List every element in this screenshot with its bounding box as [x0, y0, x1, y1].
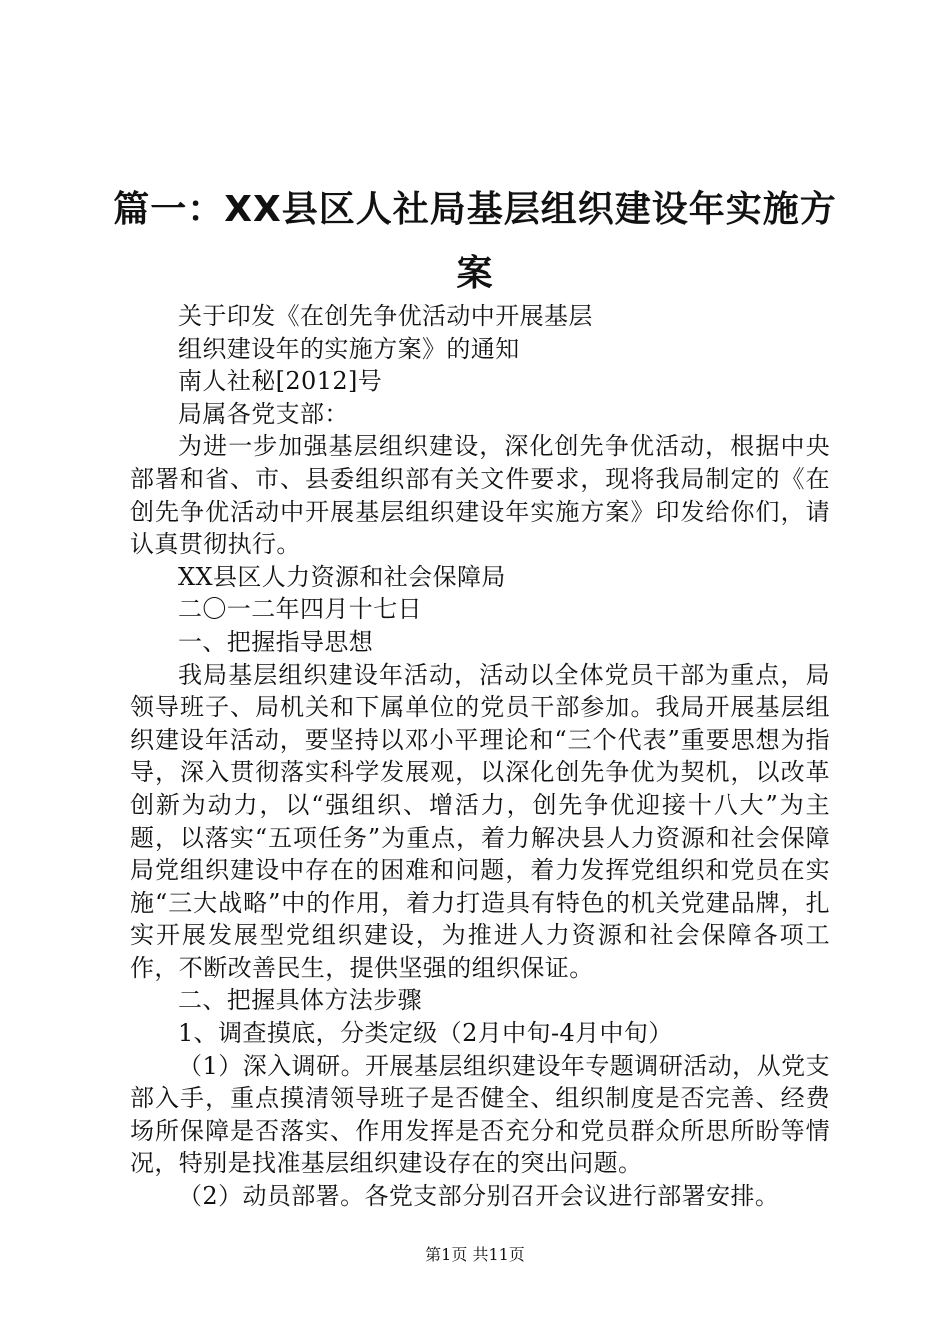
- section-heading-1: 一、把握指导思想: [178, 627, 374, 656]
- document-body: [130, 300, 830, 1213]
- section-1-body: 我局基层组织建设年活动，活动以全体党员干部为重点，局领导班子、局机关和下属单位的党员干部参加。我局开展基层组织建设年活动，要坚持以邓小平理论和“三个代表”重要思想为指导，深入贯彻落实科学发展观，以深化创先争优为契机，以改革创新为动力，以“强组织、增活力，创先争优迎接十八大”为主题，以落实“五项任务”为重点，着力解决县人力资源和社会保障局党组织建设中存在的困难和问题，着力发挥党组织和党员在实施“三大战略”中的作用，着力打造具有特色的机关党建品牌，扎实开展发展型党组织建设，为推进人力资源和社会保障各项工作，不断改善民生，提供坚强的组织保证。: [130, 660, 830, 982]
- item-1-research: （1）深入调研。开展基层组织建设年专题调研活动，从党支部入手，重点摸清领导班子是否健全、组织制度是否完善、经费场所保障是否落实、作用发挥是否充分和党员群众所思所盼等情况，特别是找准基层组织建设存在的突出问题。: [130, 1051, 830, 1178]
- notice-title-line-1: 关于印发《在创先争优活动中开展基层: [178, 302, 593, 330]
- notice-title-line-2: 组织建设年的实施方案》的通知: [178, 334, 520, 363]
- subsection-heading-1: 1、调查摸底，分类定级（2月中旬-4月中旬）: [178, 1019, 673, 1048]
- section-heading-2: 二、把握具体方法步骤: [178, 986, 422, 1015]
- addressee: 局属各党支部：: [178, 399, 349, 428]
- item-2-mobilization: （2）动员部署。各党支部分别召开会议进行部署安排。: [178, 1182, 780, 1211]
- document-title: 篇一：XX县区人社局基层组织建设年实施方案: [113, 189, 837, 294]
- issuer: XX县区人力资源和社会保障局: [178, 562, 506, 591]
- page-number-footer: 第1页 共11页: [425, 1245, 525, 1264]
- issue-date: 二〇一二年四月十七日: [178, 595, 422, 624]
- document-number: 南人社秘[2012]号: [178, 367, 383, 396]
- notice-body: 为进一步加强基层组织建设，深化创先争优活动，根据中央部署和省、市、县委组织部有关文件要求，现将我局制定的《在创先争优活动中开展基层组织建设年实施方案》印发给你们，请认真贯彻执行。: [130, 432, 830, 559]
